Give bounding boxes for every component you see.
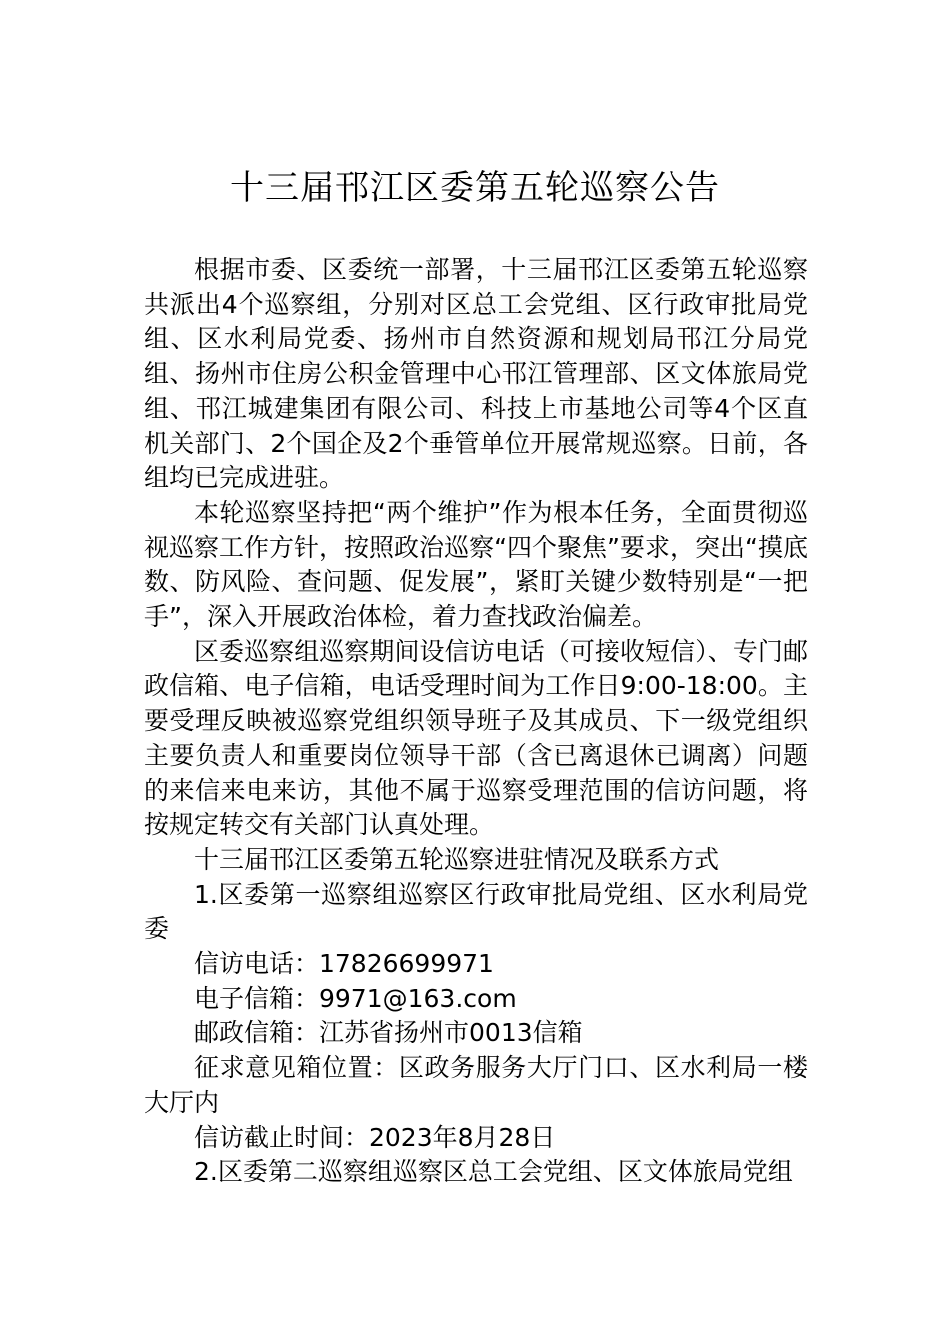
- section-heading-contacts: 十三届邗江区委第五轮巡察进驻情况及联系方式: [194, 844, 720, 874]
- document-body: [144, 253, 808, 1190]
- paragraph-petition-channels: 区委巡察组巡察期间设信访电话（可接收短信）、专门邮政信箱、电子信箱，电话受理时间为工作日9:00-18:00。主要受理反映被巡察党组织领导班子及其成员、下一级党组织主要负责人和重要岗位领导干部（含已离退休已调离）问题的来信来电来访，其他不属于巡察受理范围的信访问题，将按规定转交有关部门认真处理。: [144, 636, 808, 840]
- paragraph-deployment: 根据市委、区委统一部署，十三届邗江区委第五轮巡察共派出4个巡察组，分别对区总工会党组、区行政审批局党组、区水利局党委、扬州市自然资源和规划局邗江分局党组、扬州市住房公积金管理中心邗江管理部、区文体旅局党组、邗江城建集团有限公司、科技上市基地公司等4个区直机关部门、2个国企及2个垂管单位开展常规巡察。日前，各组均已完成进驻。: [144, 255, 808, 493]
- document-title: 十三届邗江区委第五轮巡察公告: [230, 168, 720, 208]
- group-1-deadline: 信访截止时间：2023年8月28日: [194, 1122, 556, 1152]
- group-1-phone: 信访电话：17826699971: [194, 949, 494, 979]
- group-1-postal-box: 邮政信箱：江苏省扬州市0013信箱: [194, 1018, 583, 1048]
- group-1-email: 电子信箱：9971@163.com: [194, 983, 517, 1013]
- paragraph-mission: 本轮巡察坚持把“两个维护”作为根本任务，全面贯彻巡视巡察工作方针，按照政治巡察“四个聚焦”要求，突出“摸底数、防风险、查问题、促发展”，紧盯关键少数特别是“一把手”，深入开展政治体检，着力查找政治偏差。: [144, 497, 808, 632]
- group-2-heading: 2.区委第二巡察组巡察区总工会党组、区文体旅局党组: [194, 1157, 793, 1187]
- group-1-heading: 1.区委第一巡察组巡察区行政审批局党组、区水利局党委: [144, 879, 808, 944]
- group-1-suggestion-box: 征求意见箱位置：区政务服务大厅门口、区水利局一楼大厅内: [144, 1053, 808, 1117]
